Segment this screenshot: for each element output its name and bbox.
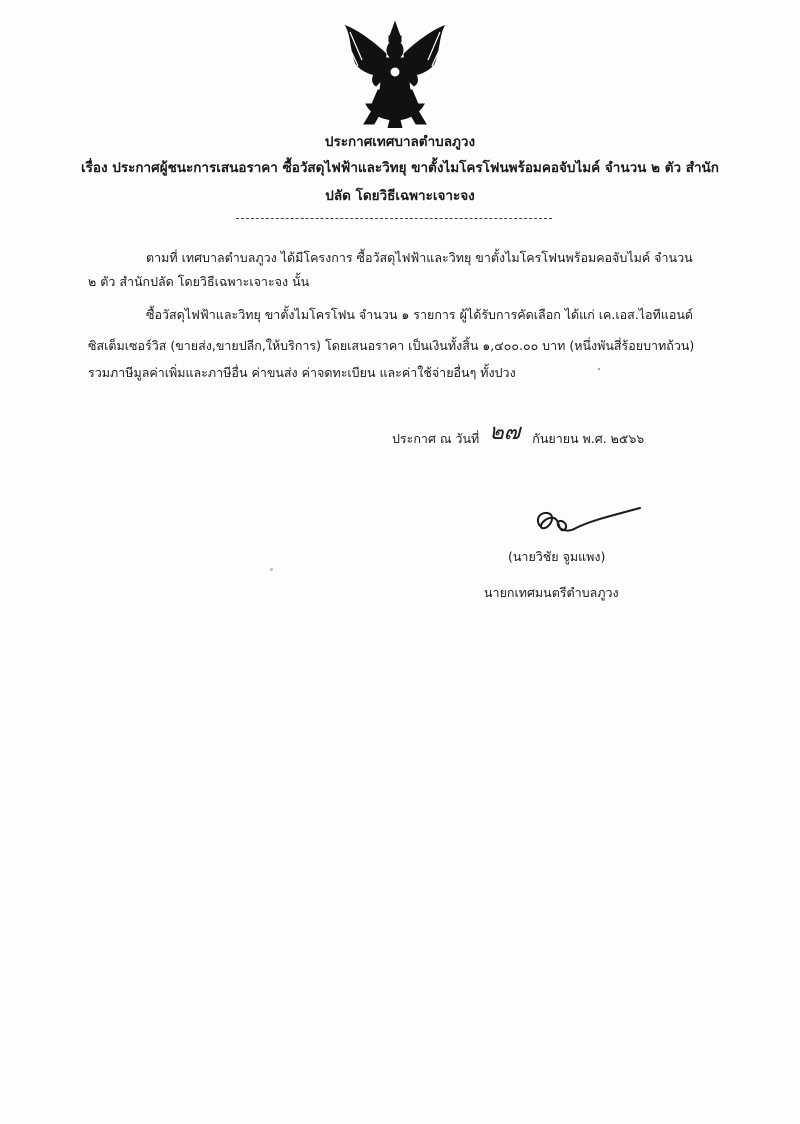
body-paragraph-1-line-1: ตามที่ เทศบาลตำบลภูวง ได้มีโครงการ ซื้อวัสดุไฟฟ้าและวิทยุ ขาตั้งไมโครโฟนพร้อมคอจับไมค์ จำนวน	[146, 250, 693, 265]
date-prefix: ประกาศ ณ วันที่	[392, 431, 480, 446]
date-suffix: กันยายน พ.ศ. ๒๕๖๖	[532, 431, 645, 446]
signatory-name: (นายวิชัย จูมแพง)	[508, 549, 606, 564]
title-divider	[236, 218, 552, 219]
garuda-emblem-icon	[342, 20, 448, 128]
body-paragraph-2-line-2: ซิสเต็มเซอร์วิส (ขายส่ง,ขายปลีก,ให้บริการ) โดยเสนอราคา เป็นเงินทั้งสิ้น ๑,๔๐๐.๐๐ บาท (หนึ่งพันสี่ร้อยบาทถ้วน)	[88, 338, 695, 353]
date-day-handwritten: ๒๗	[489, 420, 521, 445]
body-paragraph-2-line-3: รวมภาษีมูลค่าเพิ่มและภาษีอื่น ค่าขนส่ง ค่าจดทะเบียน และค่าใช้จ่ายอื่นๆ ทั้งปวง	[88, 365, 516, 380]
signatory-position: นายกเทศมนตรีตำบลภูวง	[484, 585, 619, 600]
announcement-title: ประกาศเทศบาลตำบลภูวง	[324, 134, 476, 150]
scan-speck	[270, 568, 273, 571]
handwritten-signature	[532, 504, 642, 540]
announcement-subject-line-1: เรื่อง ประกาศผู้ชนะการเสนอราคา ซื้อวัสดุไฟฟ้าและวิทยุ ขาตั้งไมโครโฟนพร้อมคอจับไมค์ จำนวน ๒ ตัว สำนัก	[81, 160, 719, 176]
announcement-subject-line-2: ปลัด โดยวิธีเฉพาะเจาะจง	[325, 188, 475, 204]
body-paragraph-2-line-1: ซื้อวัสดุไฟฟ้าและวิทยุ ขาตั้งไมโครโฟน จำนวน ๑ รายการ ผู้ได้รับการคัดเลือก ได้แก่ เค.เอส.ไอทีแอนด์	[146, 307, 693, 322]
body-paragraph-1-line-2: ๒ ตัว สำนักปลัด โดยวิธีเฉพาะเจาะจง นั้น	[88, 274, 310, 289]
scan-speck	[598, 368, 600, 370]
announcement-date	[392, 420, 645, 448]
